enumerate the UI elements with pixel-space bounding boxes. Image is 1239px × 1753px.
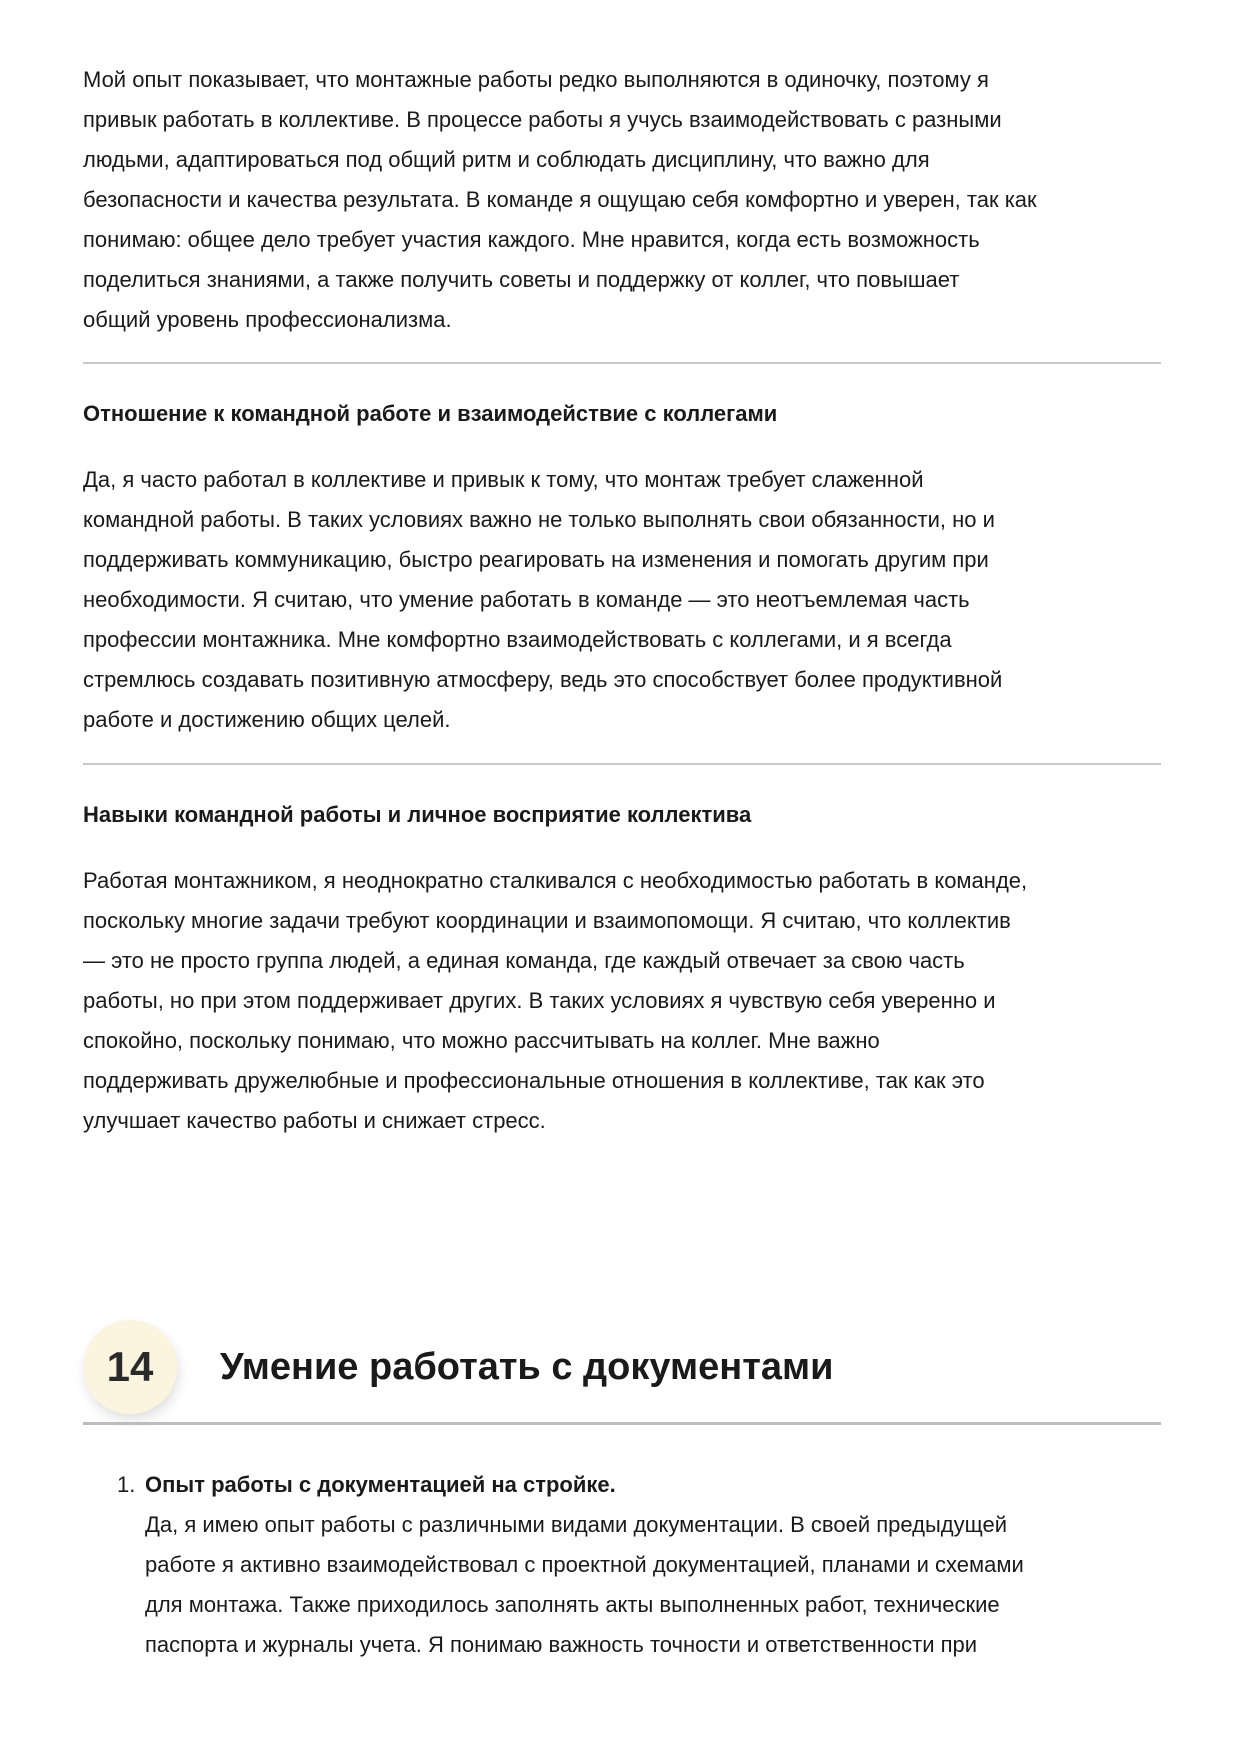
text-line: общий уровень профессионализма. <box>83 307 452 332</box>
text-line: стремлюсь создавать позитивную атмосферу, ведь это способствует более продуктивной <box>83 667 1003 692</box>
text-line: командной работы. В таких условиях важно не только выполнять свои обязанности, но и <box>83 507 995 532</box>
text-line: работы, но при этом поддерживает других. В таких условиях я чувствую себя уверенно и <box>83 988 996 1013</box>
text-line: необходимости. Я считаю, что умение работать в команде — это неотъемлемая часть <box>83 587 970 612</box>
paragraph-teamwork-skills <box>83 861 1173 1141</box>
text-line: понимаю: общее дело требует участия каждого. Мне нравится, когда есть возможность <box>83 227 980 252</box>
text-line: поддерживать дружелюбные и профессиональные отношения в коллективе, так как это <box>83 1068 985 1093</box>
text-line: поскольку многие задачи требуют координации и взаимопомощи. Я считаю, что коллектив <box>83 908 1011 933</box>
text-line: работе я активно взаимодействовал с проектной документацией, планами и схемами <box>145 1552 1024 1577</box>
text-line: поделиться знаниями, а также получить советы и поддержку от коллег, что повышает <box>83 267 960 292</box>
paragraph-teamwork-attitude <box>83 460 1173 740</box>
text-line: привык работать в коллективе. В процессе работы я учусь взаимодействовать с разными <box>83 107 1002 132</box>
text-line: спокойно, поскольку понимаю, что можно рассчитывать на коллег. Мне важно <box>83 1028 880 1053</box>
paragraph-teamwork-experience <box>83 60 1173 340</box>
divider <box>83 362 1161 364</box>
text-line: Мой опыт показывает, что монтажные работы редко выполняются в одиночку, поэтому я <box>83 67 989 92</box>
section-header <box>83 1320 1161 1424</box>
list-item-title: Опыт работы с документацией на стройке. <box>145 1472 616 1497</box>
text-line: поддерживать коммуникацию, быстро реагировать на изменения и помогать другим при <box>83 547 989 572</box>
text-line: для монтажа. Также приходилось заполнять акты выполненных работ, технические <box>145 1592 1000 1617</box>
section-number-badge: 14 <box>83 1320 177 1414</box>
text-line: — это не просто группа людей, а единая команда, где каждый отвечает за свою часть <box>83 948 965 973</box>
divider <box>83 763 1161 765</box>
text-line: профессии монтажника. Мне комфортно взаимодействовать с коллегами, и я всегда <box>83 627 952 652</box>
subheading-teamwork-attitude: Отношение к командной работе и взаимодействие с коллегами <box>83 401 778 426</box>
text-line: людьми, адаптироваться под общий ритм и соблюдать дисциплину, что важно для <box>83 147 930 172</box>
text-line: работе и достижению общих целей. <box>83 707 451 732</box>
text-line: безопасности и качества результата. В команде я ощущаю себя комфортно и уверен, так как <box>83 187 1037 212</box>
text-line: Работая монтажником, я неоднократно сталкивался с необходимостью работать в команде, <box>83 868 1028 893</box>
list-item-number: 1. <box>117 1472 136 1497</box>
text-line: паспорта и журналы учета. Я понимаю важность точности и ответственности при <box>145 1632 978 1657</box>
subheading-teamwork-skills: Навыки командной работы и личное восприятие коллектива <box>83 802 752 827</box>
section-divider <box>83 1422 1161 1425</box>
section-title: Умение работать с документами <box>220 1346 834 1388</box>
text-line: улучшает качество работы и снижает стресс. <box>83 1108 546 1133</box>
text-line: Да, я имею опыт работы с различными видами документации. В своей предыдущей <box>145 1512 1007 1537</box>
text-line: Да, я часто работал в коллективе и привык к тому, что монтаж требует слаженной <box>83 467 924 492</box>
